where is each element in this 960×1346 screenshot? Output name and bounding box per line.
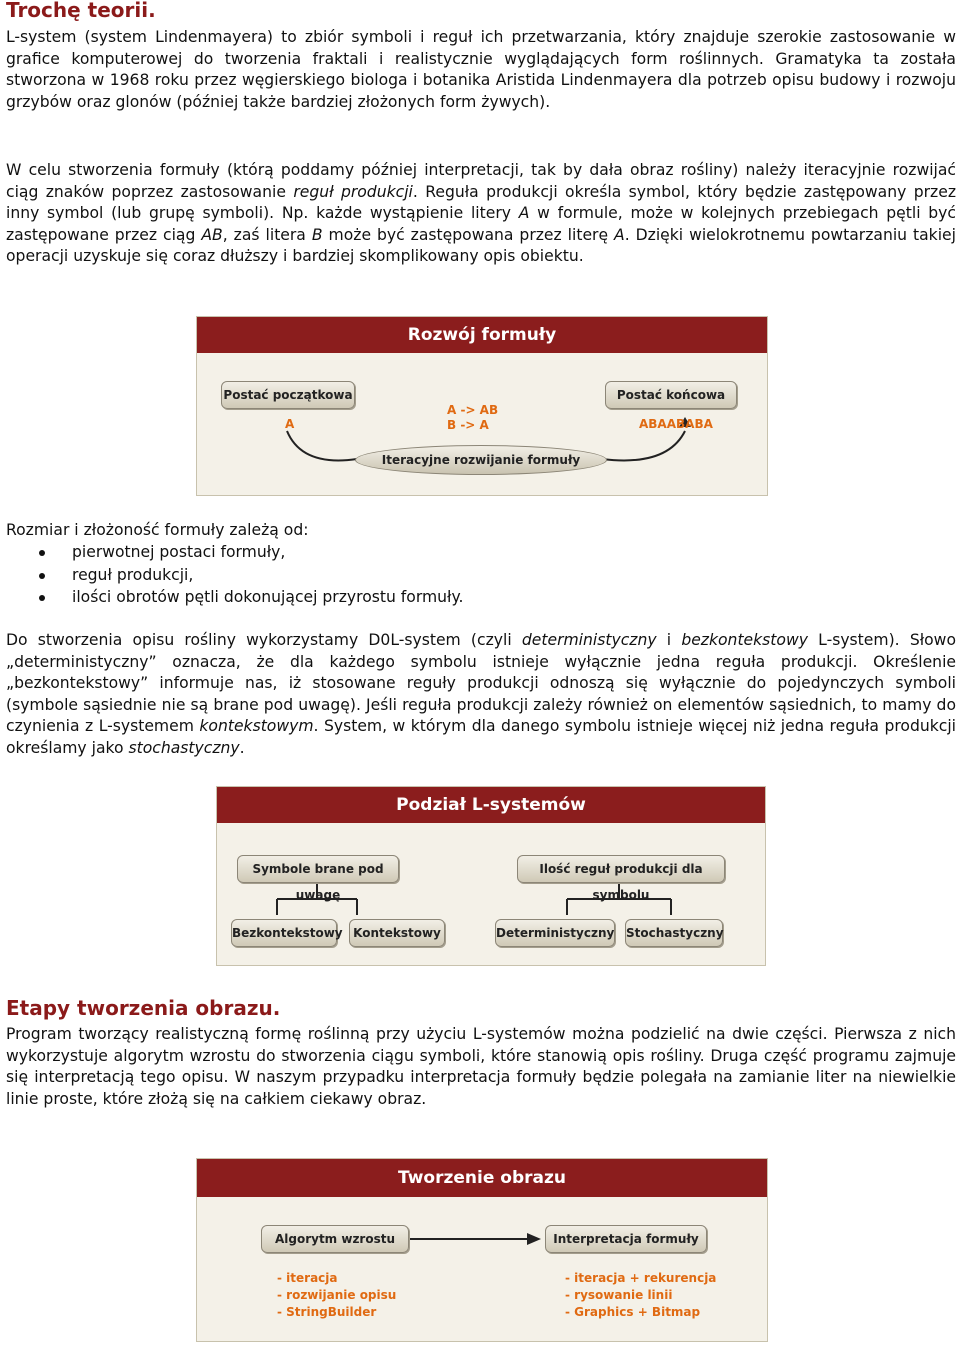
growth-algorithm-box: Algorytm wzrostu <box>261 1225 409 1253</box>
factors-list <box>6 541 956 609</box>
term-stochastic: stochastyczny <box>128 738 240 757</box>
box-rules-count: Ilość reguł produkcji dla symbolu <box>517 855 725 883</box>
diagram-lsystem-classification <box>216 786 766 966</box>
leaf-deterministic: Deterministyczny <box>495 919 615 947</box>
final-form-value: ABAABABA <box>639 417 713 431</box>
diagram-title: Tworzenie obrazu <box>197 1159 767 1197</box>
text-fragment: . Dzięki wielokrotnemu powtarzaniu takiej operacji uzyskuje się coraz dłuższy i bardziej skomplikowany opis obiektu. <box>6 225 956 265</box>
diagram-formula-development <box>196 316 768 496</box>
iterative-expansion-ellipse: Iteracyjne rozwijanie formuły <box>355 445 607 475</box>
symbol-a: A <box>614 225 625 244</box>
text-fragment: w formule, może w kolejnych przebiegach pętli być zastępowane przez ciąg <box>6 204 956 244</box>
text-fragment: , zaś litera <box>222 225 312 244</box>
growth-item: - StringBuilder <box>277 1305 377 1319</box>
final-form-box: Postać końcowa <box>605 381 737 409</box>
paragraph-size-complexity: Rozmiar i złożoność formuły zależą od: <box>6 521 309 539</box>
text-fragment: L-system). Słowo „deterministyczny” oznacza, że dla każdego symbolu istnieje wyłącznie jedna reguła produkcji. Określenie „bezkontekstowy” informuje nas, iż stosowane reguły produkcji odnoszą się wyłącznie do pojedynczych symboli (symbole sąsiednie nie są brane pod uwagę). Jeśli reguła produkcji zależy również on elementów sąsiednich, to mamy do czynienia z L-systemem <box>6 631 956 735</box>
growth-item: - iteracja <box>277 1271 338 1285</box>
symbol-b: B <box>311 225 323 244</box>
section-title-theory: Trochę teorii. <box>6 0 156 22</box>
list-item: reguł produkcji, <box>6 564 956 587</box>
text-fragment: . System, w którym dla danego symbolu istnieje więcej niż jedna reguła produkcji określamy jako <box>6 717 956 757</box>
initial-form-box: Postać początkowa <box>221 381 355 409</box>
leaf-context-free: Bezkontekstowy <box>231 919 337 947</box>
text-fragment: . Reguła produkcji określa symbol, który będzie zastępowany przez inny symbol (lub grupę symboli). Np. każde wystąpienie litery <box>6 182 957 222</box>
interpretation-item: - rysowanie linii <box>565 1288 673 1302</box>
section-title-image-stages: Etapy tworzenia obrazu. <box>6 996 281 1020</box>
paragraph-program-parts: Program tworzący realistyczną formę roślinną przy użyciu L-systemów można podzielić na dwie części. Pierwsza z nich wykorzystuje algorytm wzrostu do stworzenia ciągu symboli, które stanowią opis rośliny. Druga część programu zajmuje się interpretacją tego opisu. W naszym przypadku interpretacja formuły będzie polegała na zamianie liter na niewielkie linie proste, które złożą się na całkiem ciekawy obraz. <box>6 1025 956 1108</box>
paragraph-production-rules <box>6 160 956 268</box>
diagram-title: Podział L-systemów <box>217 787 765 823</box>
paragraph-d0l-system <box>6 630 956 759</box>
symbol-ab: AB <box>201 225 223 244</box>
text-fragment: Do stworzenia opisu rośliny wykorzystamy D0L-system (czyli <box>6 631 522 649</box>
interpretation-item: - Graphics + Bitmap <box>565 1305 701 1319</box>
symbol-a: A <box>518 204 530 222</box>
diagram-image-creation <box>196 1158 768 1342</box>
growth-item: - rozwijanie opisu <box>277 1288 397 1302</box>
term-deterministic: deterministyczny <box>521 631 657 649</box>
term-contextual: kontekstowym <box>199 717 314 735</box>
text-fragment: W celu stworzenia formuły (którą poddamy później interpretacji, tak by dała obraz rośliny) należy iteracyjnie rozwijać ciąg znaków poprzez zastosowanie <box>6 161 956 201</box>
production-rule-2: B -> A <box>447 418 489 432</box>
term-production-rules: reguł produkcji <box>293 182 413 201</box>
text-fragment: może być zastępowana przez literę <box>322 225 615 244</box>
interpretation-item: - iteracja + rekurencja <box>565 1271 717 1285</box>
term-context-free: bezkontekstowy <box>681 631 808 649</box>
text-fragment: i <box>656 631 682 649</box>
initial-form-value: A <box>285 417 295 431</box>
leaf-stochastic: Stochastyczny <box>625 919 723 947</box>
paragraph-lsystem-definition: L-system (system Lindenmayera) to zbiór symboli i reguł ich przetwarzania, który znajduje szerokie zastosowanie w grafice komputerowej do tworzenia fraktali i realistycznie wyglądających form roślinnych. Gramatyka ta została stworzona w 1968 roku przez węgierskiego biologa i botanika Aristida Lindenmayera dla potrzeb opisu budowy i rozwoju grzybów oraz glonów (później także bardziej złożonych form żywych). <box>6 28 956 111</box>
formula-interpretation-box: Interpretacja formuły <box>545 1225 707 1253</box>
text-fragment: . <box>239 738 245 757</box>
box-symbols-considered: Symbole brane pod uwagę <box>237 855 399 883</box>
list-item: ilości obrotów pętli dokonującej przyrostu formuły. <box>6 586 956 609</box>
leaf-contextual: Kontekstowy <box>349 919 445 947</box>
diagram-title: Rozwój formuły <box>197 317 767 353</box>
list-item: pierwotnej postaci formuły, <box>6 541 956 564</box>
production-rule-1: A -> AB <box>447 403 499 417</box>
